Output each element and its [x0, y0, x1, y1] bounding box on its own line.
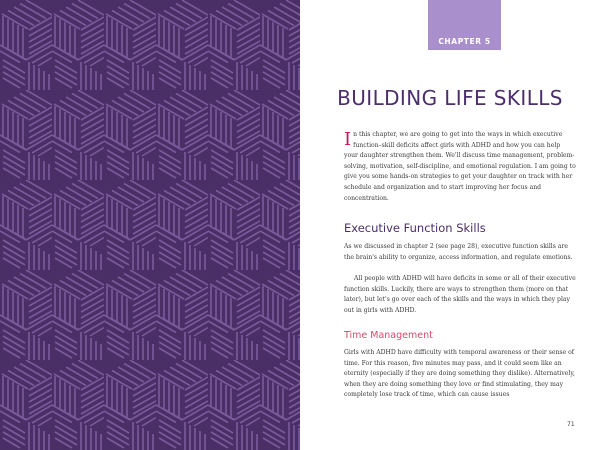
section-heading: Executive Function Skills	[344, 221, 486, 235]
drop-cap: I	[344, 129, 352, 150]
section-paragraph-1: As we discussed in chapter 2 (see page 28), executive function skills are the brain's ability to organize, access information, and regulate emotions.	[344, 243, 573, 261]
chapter-title: BUILDING LIFE SKILLS	[337, 86, 563, 110]
sub-paragraph: Girls with ADHD have difficulty with temporal awareness or their sense of time. For this reason, five minutes may pass, and it could seem like an eternity (especially if they are doing something they dislike). Alternatively, when they are doing something they love or find stimulating, they may completely lose track of time, which can cause issues	[344, 349, 575, 399]
page-number: 71	[567, 421, 575, 428]
text-page	[300, 0, 600, 450]
sub-heading: Time Management	[344, 330, 433, 341]
intro-text: n this chapter, we are going to get into the ways in which executive function–skill deficits affect girls with ADHD and how you can help your daughter strengthen them. We'll discuss time management, problem-solving, motivation, self-discipline, and emotional regulation. I am going to give you some hands-on strategies to get your daughter on track with her schedule and organization and to start improving her focus and concentration.	[344, 131, 576, 202]
chapter-label: CHAPTER 5	[428, 0, 501, 50]
section-paragraph-2: All people with ADHD will have deficits in some or all of their executive function skills. Luckily, there are ways to strengthen them (more on that later), but let's go over each of the skills and the ways in which they play out in girls with ADHD.	[344, 275, 576, 314]
intro-paragraph	[344, 130, 576, 204]
